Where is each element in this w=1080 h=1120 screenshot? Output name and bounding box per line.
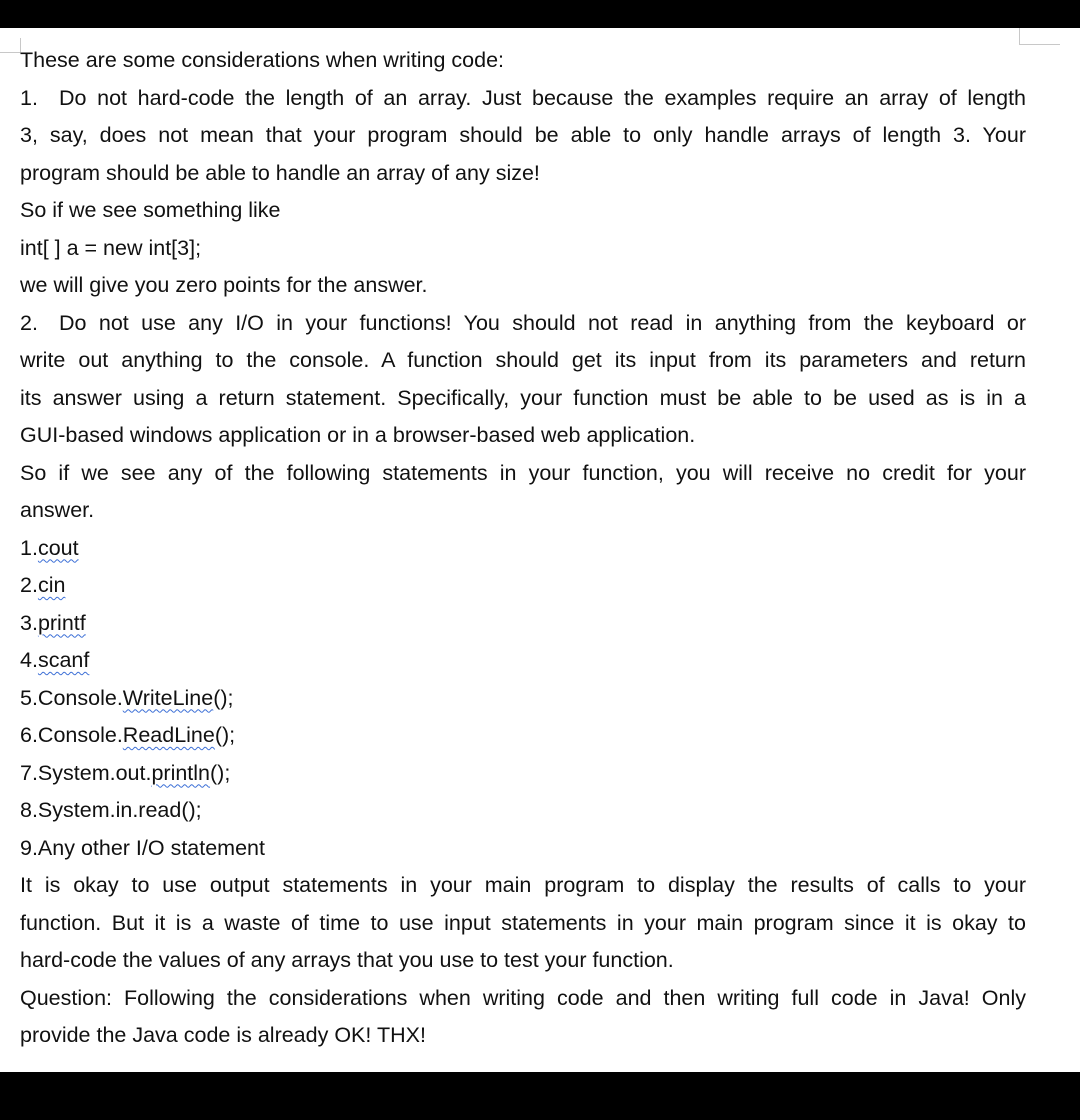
rule-2-followup-line-2: answer. xyxy=(20,498,95,522)
forbidden-item: 3.printf xyxy=(20,610,86,635)
spellcheck-word: cin xyxy=(37,573,66,597)
closing-line-2: function. But it is a waste of time to use input statements in your main program since it is okay to xyxy=(20,910,1026,935)
forbidden-item: 8.System.in.read(); xyxy=(20,798,202,822)
forbidden-item: 6.Console.ReadLine(); xyxy=(20,723,236,747)
spellcheck-word: scanf xyxy=(37,648,90,672)
spellcheck-word: println xyxy=(151,760,211,785)
rule-2-followup-line-1: So if we see any of the following statements in your function, you will receive no credit for your xyxy=(20,460,1026,485)
rule-1-number: 1. xyxy=(20,85,38,110)
rule-1-penalty: we will give you zero points for the answer. xyxy=(20,273,428,297)
spellcheck-word: WriteLine xyxy=(122,685,214,710)
spellcheck-word: printf xyxy=(37,610,86,635)
rule-1-line-1 xyxy=(20,80,1026,118)
document-page xyxy=(0,28,1080,1072)
rule-2-line-1 xyxy=(20,305,1026,343)
forbidden-item: 1.cout xyxy=(20,535,79,560)
rule-2-line-3: its answer using a return statement. Specifically, your function must be able to be used as is in a xyxy=(20,385,1026,410)
forbidden-item: 4.scanf xyxy=(20,648,90,672)
forbidden-item: 2.cin xyxy=(20,573,66,597)
spellcheck-word: ReadLine xyxy=(122,723,215,747)
rule-2-number: 2. xyxy=(20,310,38,335)
forbidden-item: 7.System.out.println(); xyxy=(20,760,231,785)
closing-line-1: It is okay to use output statements in your main program to display the results of calls to your xyxy=(20,873,1026,897)
rule-2-line-4: GUI-based windows application or in a browser-based web application. xyxy=(20,423,696,447)
rule-1-example-intro: So if we see something like xyxy=(20,198,281,222)
question-line-1: Question: Following the considerations when writing code and then writing full code in Java! Only xyxy=(20,985,1026,1010)
intro-paragraph: These are some considerations when writing code: xyxy=(20,48,505,72)
rule-1-text: Do not hard-code the length of an array. Just because the examples require an array of length xyxy=(59,85,1026,110)
rule-1-line-3: program should be able to handle an array of any size! xyxy=(20,160,540,185)
forbidden-item: 5.Console.WriteLine(); xyxy=(20,685,234,710)
closing-line-3: hard-code the values of any arrays that you use to test your function. xyxy=(20,948,674,972)
page-corner-mark-left xyxy=(0,38,21,53)
forbidden-item: 9.Any other I/O statement xyxy=(20,835,265,860)
spellcheck-word: cout xyxy=(37,535,79,560)
rule-2-line-2: write out anything to the console. A function should get its input from its parameters and return xyxy=(20,348,1026,372)
question-line-2: provide the Java code is already OK! THX! xyxy=(20,1023,426,1047)
rule-1-code-example: int[ ] a = new int[3]; xyxy=(20,235,202,260)
rule-2-text: Do not use any I/O in your functions! You should not read in anything from the keyboard or xyxy=(59,310,1026,335)
rule-1-line-2: 3, say, does not mean that your program should be able to only handle arrays of length 3. Your xyxy=(20,123,1026,147)
document-body xyxy=(20,42,1026,1055)
